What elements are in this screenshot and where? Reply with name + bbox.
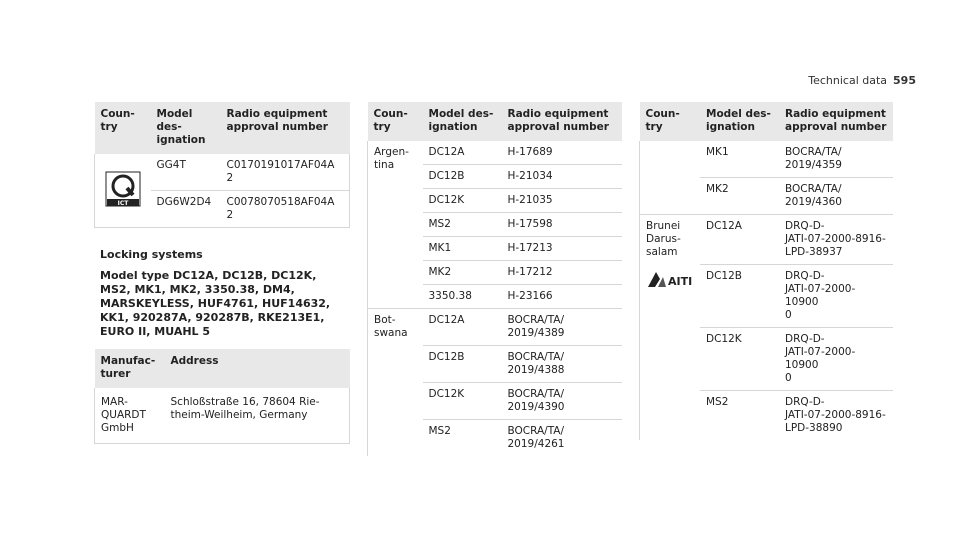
radio-cell: DRQ-D- JATI-07-2000-10900 0 <box>779 328 893 391</box>
radio-cell: H-17213 <box>502 237 623 261</box>
locking-model-types: Model type DC12A, DC12B, DC12K, MS2, MK1, MK2, 3350.38, DM4, MARSKEYLESS, HUF4761, HUF14632, KK1, 920287A, 920287B, RKE213E1, EURO II, MUAHL 5 <box>100 269 331 338</box>
radio-cell: H-17212 <box>502 261 623 285</box>
radio-cell: BOCRA/TA/ 2019/4360 <box>779 178 893 215</box>
model-cell: GG4T <box>151 154 221 191</box>
manufacturer-name: MAR- QUARDT GmbH <box>95 388 165 444</box>
argentina-botswana-table <box>367 102 622 456</box>
model-cell: MK1 <box>423 237 502 261</box>
radio-cell: DRQ-D- JATI-07-2000-8916- LPD-38937 <box>779 215 893 265</box>
column-1 <box>94 102 350 444</box>
brunei-label: Brunei Darus- salam <box>646 220 681 258</box>
model-cell: MS2 <box>706 396 729 408</box>
model-cell: DC12K <box>423 383 502 420</box>
country-brunei <box>640 215 701 441</box>
manufacturer-table <box>94 349 350 444</box>
model-cell: DG6W2D4 <box>151 191 221 228</box>
header-model: Model des- ignation <box>700 102 779 141</box>
radio-cell: BOCRA/TA/ 2019/4390 <box>502 383 623 420</box>
country-botswana-continued <box>640 141 701 215</box>
header-radio: Radio equipment approval number <box>779 102 893 141</box>
header-radio: Radio equipment approval number <box>221 102 350 154</box>
model-cell: DC12A <box>700 215 779 265</box>
botswana-brunei-table <box>639 102 893 440</box>
radio-cell: H-21034 <box>502 165 623 189</box>
header-country: Coun- try <box>640 102 701 141</box>
page-header <box>808 74 916 87</box>
model-cell: DC12B <box>700 265 779 328</box>
radio-cell: BOCRA/TA/ 2019/4261 <box>507 425 565 450</box>
country-argentina: Argen- tina <box>368 141 423 309</box>
country-botswana: Bot- swana <box>368 309 423 457</box>
radio-cell: C0078070518AF04A 2 <box>221 191 350 228</box>
model-cell: DC12B <box>423 346 502 383</box>
aiti-logo-icon <box>646 269 694 289</box>
model-cell: DC12A <box>423 309 502 346</box>
model-cell: DC12K <box>423 189 502 213</box>
header-model: Model des- ignation <box>151 102 221 154</box>
radio-cell: BOCRA/TA/ 2019/4359 <box>779 141 893 178</box>
radio-cell: DRQ-D- JATI-07-2000-10900 0 <box>779 265 893 328</box>
manufacturer-address: Schloßstraße 16, 78604 Rie- theim-Weilheim, Germany <box>165 388 350 444</box>
ict-logo-text: ICT <box>117 199 129 207</box>
radio-cell: H-17598 <box>502 213 623 237</box>
radio-cell: C0170191017AF04A 2 <box>221 154 350 191</box>
header-model: Model des- ignation <box>423 102 502 141</box>
model-cell: MK2 <box>700 178 779 215</box>
ict-logo-icon <box>105 171 141 207</box>
radio-cell: H-23166 <box>502 285 623 309</box>
ict-approval-table <box>94 102 350 228</box>
radio-cell: H-17689 <box>502 141 623 165</box>
radio-cell: H-21035 <box>502 189 623 213</box>
radio-cell: BOCRA/TA/ 2019/4389 <box>502 309 623 346</box>
radio-cell: DRQ-D- JATI-07-2000-8916- LPD-38890 <box>785 396 886 434</box>
section-title: Technical data <box>808 74 888 87</box>
header-address: Address <box>165 349 350 388</box>
header-country: Coun- try <box>95 102 151 154</box>
header-manufacturer: Manufac- turer <box>95 349 165 388</box>
ict-logo-cell <box>95 154 151 228</box>
locking-systems-title: Locking systems <box>100 248 203 261</box>
column-3 <box>639 102 893 440</box>
header-radio: Radio equipment approval number <box>502 102 623 141</box>
model-cell: DC12K <box>700 328 779 391</box>
model-cell: MS2 <box>428 425 451 437</box>
model-cell: MK1 <box>700 141 779 178</box>
model-cell: 3350.38 <box>423 285 502 309</box>
header-country: Coun- try <box>368 102 423 141</box>
model-cell: DC12A <box>423 141 502 165</box>
radio-cell: BOCRA/TA/ 2019/4388 <box>502 346 623 383</box>
page-number: 595 <box>893 74 916 87</box>
model-cell: DC12B <box>423 165 502 189</box>
aiti-logo-text: AITI <box>668 275 693 288</box>
model-cell: MS2 <box>423 213 502 237</box>
model-cell: MK2 <box>423 261 502 285</box>
column-2 <box>367 102 622 456</box>
